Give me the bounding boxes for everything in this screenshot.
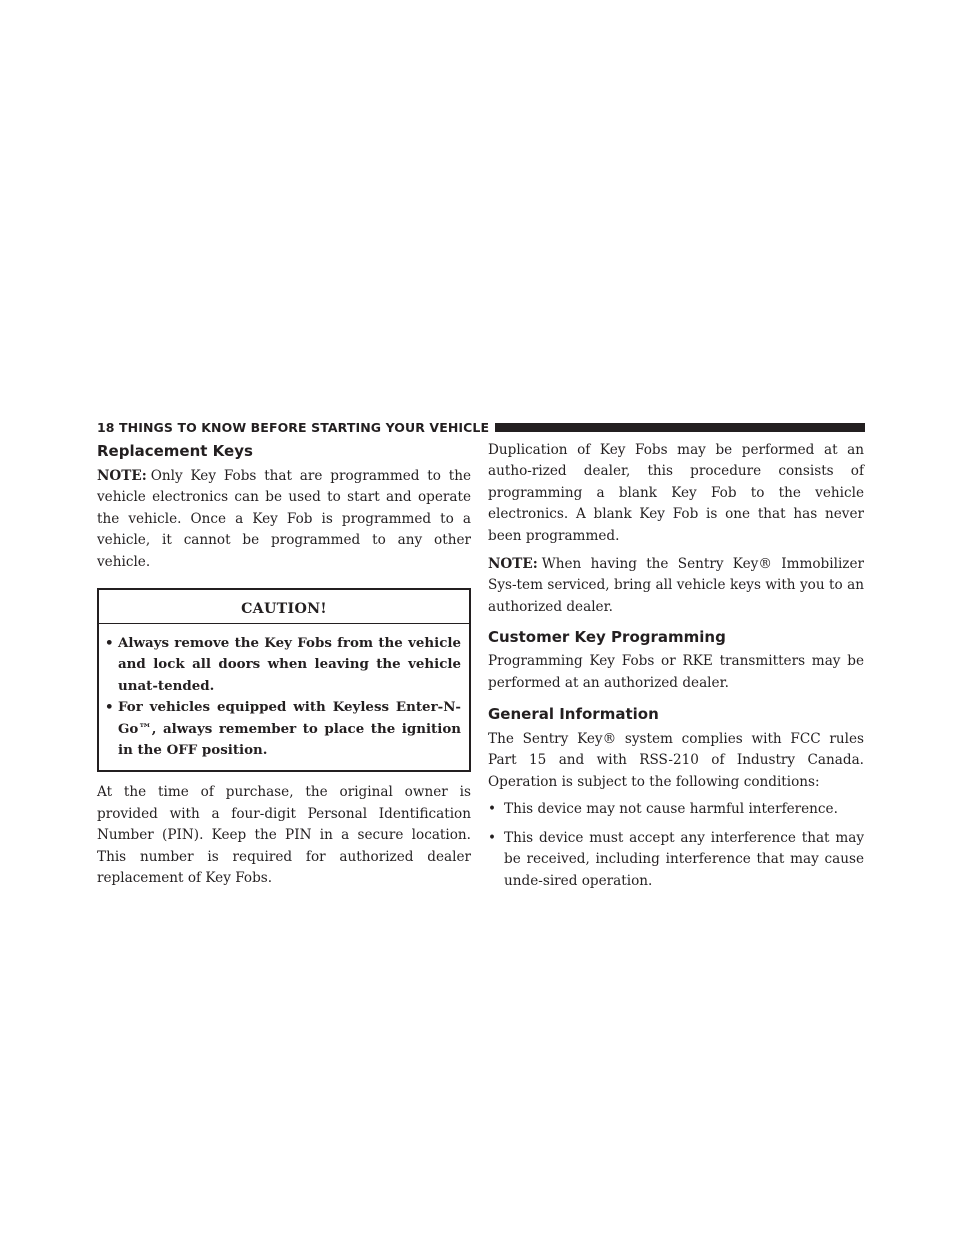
conditions-list <box>488 799 864 892</box>
condition-text: This device may not cause harmful interference. <box>504 801 838 818</box>
note-paragraph-sentry <box>488 554 864 618</box>
bullet: • <box>105 635 114 652</box>
heading-customer-key-programming: Customer Key Programming <box>488 628 726 647</box>
note-label: NOTE: <box>97 468 147 484</box>
bullet: • <box>488 801 497 818</box>
bullet: • <box>488 829 497 846</box>
right-column <box>488 440 864 892</box>
caution-item <box>105 697 461 761</box>
bullet: • <box>105 699 114 716</box>
condition-text: This device must accept any interference that may be received, including interference that may cause unde-sired operation. <box>504 829 864 889</box>
caution-title: CAUTION! <box>99 596 469 624</box>
programming-paragraph: Programming Key Fobs or RKE transmitters may be performed at an authorized dealer. <box>488 653 864 691</box>
general-paragraph: The Sentry Key® system complies with FCC rules Part 15 and with RSS-210 of Industry Canada. Operation is subject to the following conditions: <box>488 731 864 790</box>
note-text: When having the Sentry Key® Immobilizer Sys-tem serviced, bring all vehicle keys with you to an authorized dealer. <box>488 556 864 615</box>
duplication-paragraph: Duplication of Key Fobs may be performed at an autho-rized dealer, this procedure consists of programming a blank Key Fob to the vehicle electronics. A blank Key Fob is one that has never been programmed. <box>488 442 864 544</box>
caution-item <box>105 633 461 697</box>
heading-replacement-keys: Replacement Keys <box>97 442 253 460</box>
note-paragraph <box>97 466 471 573</box>
caution-item-text: For vehicles equipped with Keyless Enter-N-Go™, always remember to place the ignition in the OFF position. <box>118 699 461 759</box>
header-rule <box>495 423 865 432</box>
caution-item-text: Always remove the Key Fobs from the vehicle and lock all doors when leaving the vehicle unat-tended. <box>118 635 461 694</box>
left-column <box>97 440 471 890</box>
purchase-paragraph: At the time of purchase, the original owner is provided with a four-digit Personal Identification Number (PIN). Keep the PIN in a secure location. This number is required for authorized dealer replacement of Key Fobs. <box>97 784 471 887</box>
page-header-text: 18 THINGS TO KNOW BEFORE STARTING YOUR VEHICLE <box>97 419 490 435</box>
caution-box <box>97 588 471 772</box>
note-text: Only Key Fobs that are programmed to the vehicle electronics can be used to start and operate the vehicle. Once a Key Fob is programmed to a vehicle, it cannot be programmed to any other vehicle. <box>97 468 471 570</box>
caution-list <box>99 624 469 770</box>
page-header <box>97 417 865 437</box>
condition-item <box>488 799 864 820</box>
heading-general-information: General Information <box>488 705 659 724</box>
note-label: NOTE: <box>488 556 538 573</box>
condition-item <box>488 828 864 892</box>
